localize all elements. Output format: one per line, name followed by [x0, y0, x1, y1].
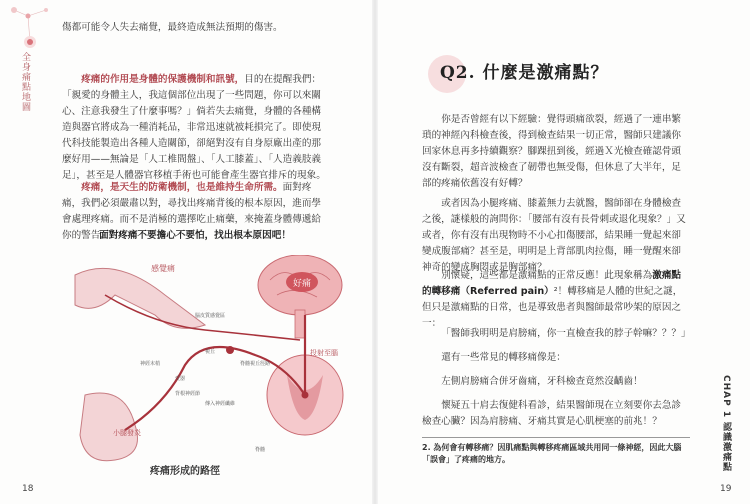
label-dorsal-root: 背根神經節	[175, 391, 201, 397]
label-fire: 投射至腦	[310, 349, 338, 357]
emphasis-line: 面對疼痛不要擔心不要怕，找出根本原因吧！	[99, 230, 291, 241]
side-running-title: 全身痛點地圖	[20, 52, 30, 112]
page-number-left: 18	[22, 484, 34, 494]
label-receptor: 受器	[175, 376, 186, 382]
paragraph-rest: 面對疼痛，我們必須嚴肅以對，尋找出疼痛背後的根本原因，進而學會處理疼痛。而不是消極的選擇吃止痛藥，來掩蓋身體傳遞給你的警告。	[62, 182, 322, 241]
right-body-block-7	[422, 398, 688, 440]
ganglion-dot	[226, 346, 234, 354]
bold-lead: 疼痛，是天生的防衛機制，也是維持生命所需。	[81, 182, 283, 193]
left-body-block-2	[62, 72, 328, 194]
label-nerve-end: 神經末梢	[140, 361, 161, 367]
paragraph-start: 別懷疑，這些都是激痛點的正常反應！此現象稱為	[441, 270, 653, 281]
left-body-text	[62, 20, 328, 46]
right-body-block-6	[422, 374, 688, 400]
paragraph: 還有一些常見的轉移痛像是：	[441, 352, 566, 363]
left-body-block-4	[62, 228, 328, 254]
label-pain-start: 小腿發炎	[113, 429, 141, 437]
right-body-block-1	[422, 112, 688, 202]
leg-illustration	[75, 268, 205, 328]
paragraph-rest: ²！轉移痛是人體的世紀之謎，但只是激痛點的日常，也是導致患者與醫師最常吵架的原因之一：	[422, 286, 683, 329]
right-body-block-5	[422, 350, 688, 376]
paragraph: 或者因為小腿疼痛、膝蓋無力去就醫，醫師卻在身體檢查之後，謎樣般的詢問你：「腰部有沒有長骨刺或退化現象？」又或者，你有沒有出現物時不小心扣傷腰部，結果睡一覺起來卻變成腹部痛？甚至是，明明是上背部肌肉拉傷，睡一覺醒來卻神奇的變成胸悶或是胸部痛？	[422, 198, 686, 273]
paragraph: 傷都可能令人失去痛覺，最終造成無法預期的傷害。	[62, 22, 283, 33]
label-afferent: 傳入神經纖維	[205, 401, 236, 407]
chapter-side-tab: CHAP 1 認識激痛點	[721, 375, 731, 473]
label-ok: 好痛	[292, 279, 312, 289]
label-thalamus: 視丘	[205, 349, 216, 355]
label-brain-cortex: 腦皮質感覺區	[195, 313, 226, 319]
paragraph-rest: 目的在提醒我們：「親愛的身體主人，我這個部位出現了一些問題，你可以來關心、注意我發生了什麼事嗎？」倘若失去痛覺，身體的各種構造與器官將成為一種消耗品，非常迅速就被耗損完了。即使現代科技能製造出各種人造關節，卻絕對沒有自身原廠出產的那麼好用——無論是「人工椎間盤」、「人工膝蓋」、「人造義肢義足」，甚至是人體器官移植手術也可能會產生器官排斥的現象。	[62, 74, 326, 181]
dot-constellation-decoration	[6, 4, 54, 54]
label-spinal-path: 脊髓視丘徑路	[240, 361, 271, 367]
label-pain-sense: 感覺痛	[151, 264, 175, 273]
bold-lead: 疼痛的作用是身體的保護機制和訊號，	[81, 74, 245, 85]
quote-line: 「醫師我明明是肩膀痛，你一直檢查我的脖子幹嘛？？？」	[441, 328, 691, 339]
synapse-dot	[302, 392, 309, 399]
bold-term: 激痛點的轉移痛（Referred pain）	[422, 270, 682, 297]
question-title: Q2. 什麼是激痛點？	[440, 63, 609, 83]
paragraph: 懷疑五十肩去復健科看診，結果醫師現在立刻要你去急診檢查心臟？因為肩膀痛、牙痛其實是心肌梗塞的前兆！？	[422, 400, 682, 427]
pain-pathway-diagram	[55, 255, 365, 470]
paragraph: 你是否曾經有以下經驗：覺得頭痛欲裂，經過了一連串繁瑣的神經內科檢查後，得到檢查結果一切正常，醫師只建議你回家休息再多持續觀察？腳踝扭到後，經過Ｘ光檢查確認骨頭沒有斷裂，超音波檢查了韌帶也無受傷，但休息了大半年，足部的疼痛依舊沒有好轉？	[422, 114, 682, 189]
label-spinal: 脊髓	[255, 447, 266, 453]
brainstem-illustration	[295, 310, 305, 338]
diagram-caption: 疼痛形成的路徑	[150, 466, 220, 477]
page-number-right: 19	[720, 484, 732, 494]
footnote-divider	[422, 437, 690, 438]
footnote: 2. 為何會有轉移痛？因肌痛點與轉移疼痛區域共用同一條神經，因此大腦「誤會」了疼痛的地方。	[422, 443, 682, 464]
right-body-block-4	[422, 326, 691, 352]
paragraph: 左側肩膀痛合併牙齒痛，牙科檢查竟然沒齲齒！	[441, 376, 643, 387]
